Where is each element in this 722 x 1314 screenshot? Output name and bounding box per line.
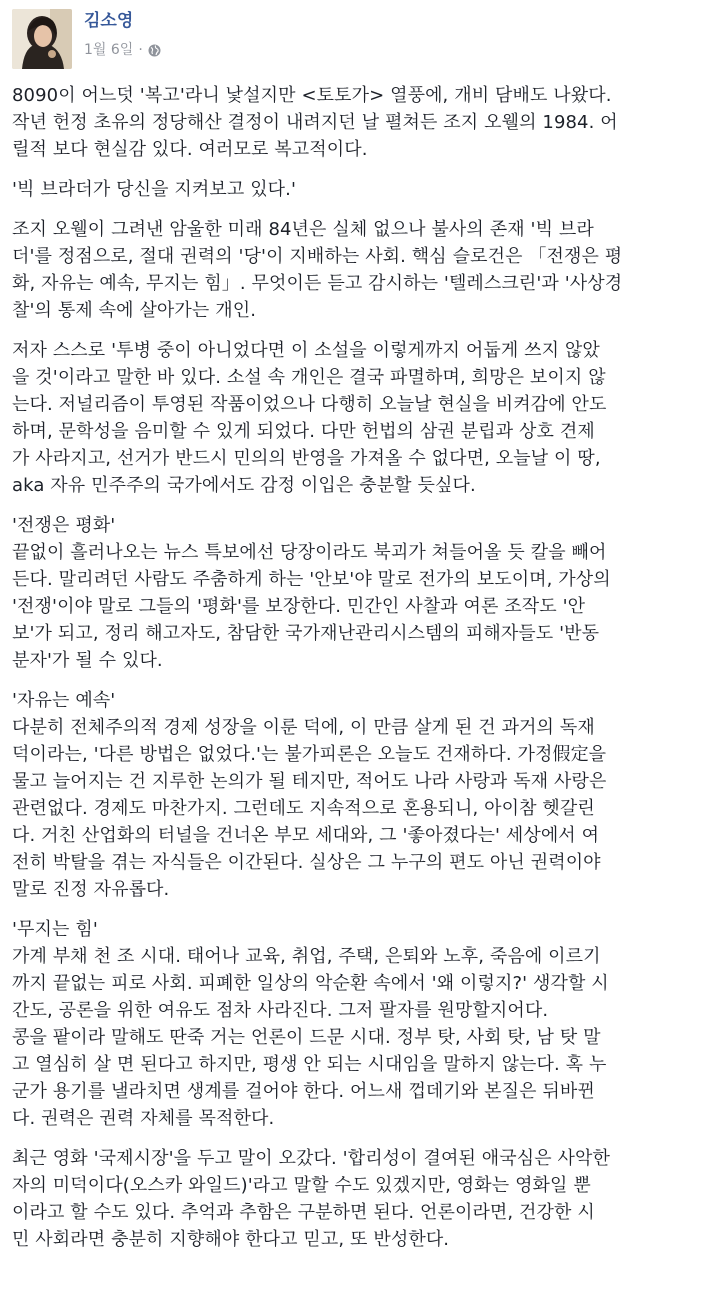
- profile-photo: [12, 9, 72, 69]
- avatar[interactable]: [12, 9, 72, 69]
- globe-icon[interactable]: [148, 44, 161, 57]
- post-paragraph: '전쟁은 평화' 끝없이 흘러나오는 뉴스 특보에선 당장이라도 북괴가 쳐들어올 듯 칼을 빼어 든다. 말리려던 사람도 주춤하게 하는 '안보'야 말로 전가의 보도이며, 가상의 '전쟁'이야 말로 그들의 '평화'를 보장한다. 민간인 사찰과 여론 조작도 '안 보'가 되고, 정리 해고자도, 참담한 국가재난관리시스템의 피해자들도 '반동 분자'가 될 수 있다.: [12, 515, 611, 671]
- post-paragraph: 최근 영화 '국제시장'을 두고 말이 오갔다. '합리성이 결여된 애국심은 사악한 자의 미덕이다(오스카 와일드)'라고 말할 수도 있겠지만, 영화는 영화일 뿐 이라고 할 수도 있다. 추억과 추함은 구분하면 된다. 언론이라면, 건강한 시 민 사회라면 충분히 지향해야 한다고 믿고, 또 반성한다.: [12, 1148, 610, 1250]
- post-timestamp-row: [84, 41, 161, 59]
- post-header: [12, 0, 714, 82]
- post-paragraph: '자유는 예속' 다분히 전체주의적 경제 성장을 이룬 덕에, 이 만큼 살게 된 건 과거의 독재 덕이라는, '다른 방법은 없었다.'는 불가피론은 오늘도 건재하다. 가정假定을 물고 늘어지는 건 지루한 논의가 될 테지만, 적어도 나라 사랑과 독재 사랑은 관련없다. 경제도 마찬가지. 그런데도 지속적으로 혼용되니, 아이참 헷갈린 다. 거친 산업화의 터널을 건너온 부모 세대와, 그 '좋아졌다는' 세상에서 여 전히 박탈을 겪는 자식들은 이간된다. 실상은 그 누구의 편도 아닌 권력이야 말로 진정 자유롭다.: [12, 690, 607, 900]
- author-name[interactable]: 김소영: [84, 11, 134, 31]
- separator-dot: ·: [138, 42, 143, 58]
- post-paragraph: 조지 오웰이 그려낸 암울한 미래 84년은 실체 없으나 불사의 존재 '빅 브라 더'를 정점으로, 절대 권력의 '당'이 지배하는 사회. 핵심 슬로건은 「전쟁은 평 화, 자유는 예속, 무지는 힘」. 무엇이든 듣고 감시하는 '텔레스크린'과 '사상경 찰'의 통제 속에 살아가는 개인.: [12, 219, 623, 321]
- post-paragraph: 8090이 어느덧 '복고'라니 낯설지만 <토토가> 열풍에, 개비 담배도 나왔다. 작년 헌정 초유의 정당해산 결정이 내려지던 날 펼쳐든 조지 오웰의 1984. 어 릴적 보다 현실감 있다. 여러모로 복고적이다.: [12, 85, 618, 160]
- post-paragraph: '빅 브라더가 당신을 지켜보고 있다.': [12, 179, 297, 200]
- post-meta: [84, 9, 161, 59]
- post-body: [12, 82, 714, 1253]
- post-paragraph: 저자 스스로 '투병 중이 아니었다면 이 소설을 이렇게까지 어둡게 쓰지 않았 을 것'이라고 말한 바 있다. 소설 속 개인은 결국 파멸하며, 희망은 보이지 않 는다. 저널리즘이 투영된 작품이었으나 다행히 오늘날 현실을 비켜감에 안도 하며, 문학성을 음미할 수 있게 되었다. 다만 헌법의 삼권 분립과 상호 견제 가 사라지고, 선거가 반드시 민의의 반영을 가져올 수 없다면, 오늘날 이 땅, aka 자유 민주주의 국가에서도 감정 이입은 충분할 듯싶다.: [12, 340, 607, 496]
- post-paragraph: '무지는 힘' 가계 부채 천 조 시대. 태어나 교육, 취업, 주택, 은퇴와 노후, 죽음에 이르기 까지 끝없는 피로 사회. 피폐한 일상의 악순환 속에서 '왜 이렇지?' 생각할 시 간도, 공론을 위한 여유도 점차 사라진다. 그저 팔자를 원망할지어다. 콩을 팥이라 말해도 딴죽 거는 언론이 드문 시대. 정부 탓, 사회 탓, 남 탓 말 고 열심히 살 면 된다고 하지만, 평생 안 되는 시대임을 말하지 않는다. 혹 누 군가 용기를 낼라치면 생계를 걸어야 한다. 어느새 껍데기와 본질은 뒤바뀐 다. 권력은 권력 자체를 목적한다.: [12, 919, 609, 1129]
- post-date[interactable]: 1월 6일: [84, 42, 134, 58]
